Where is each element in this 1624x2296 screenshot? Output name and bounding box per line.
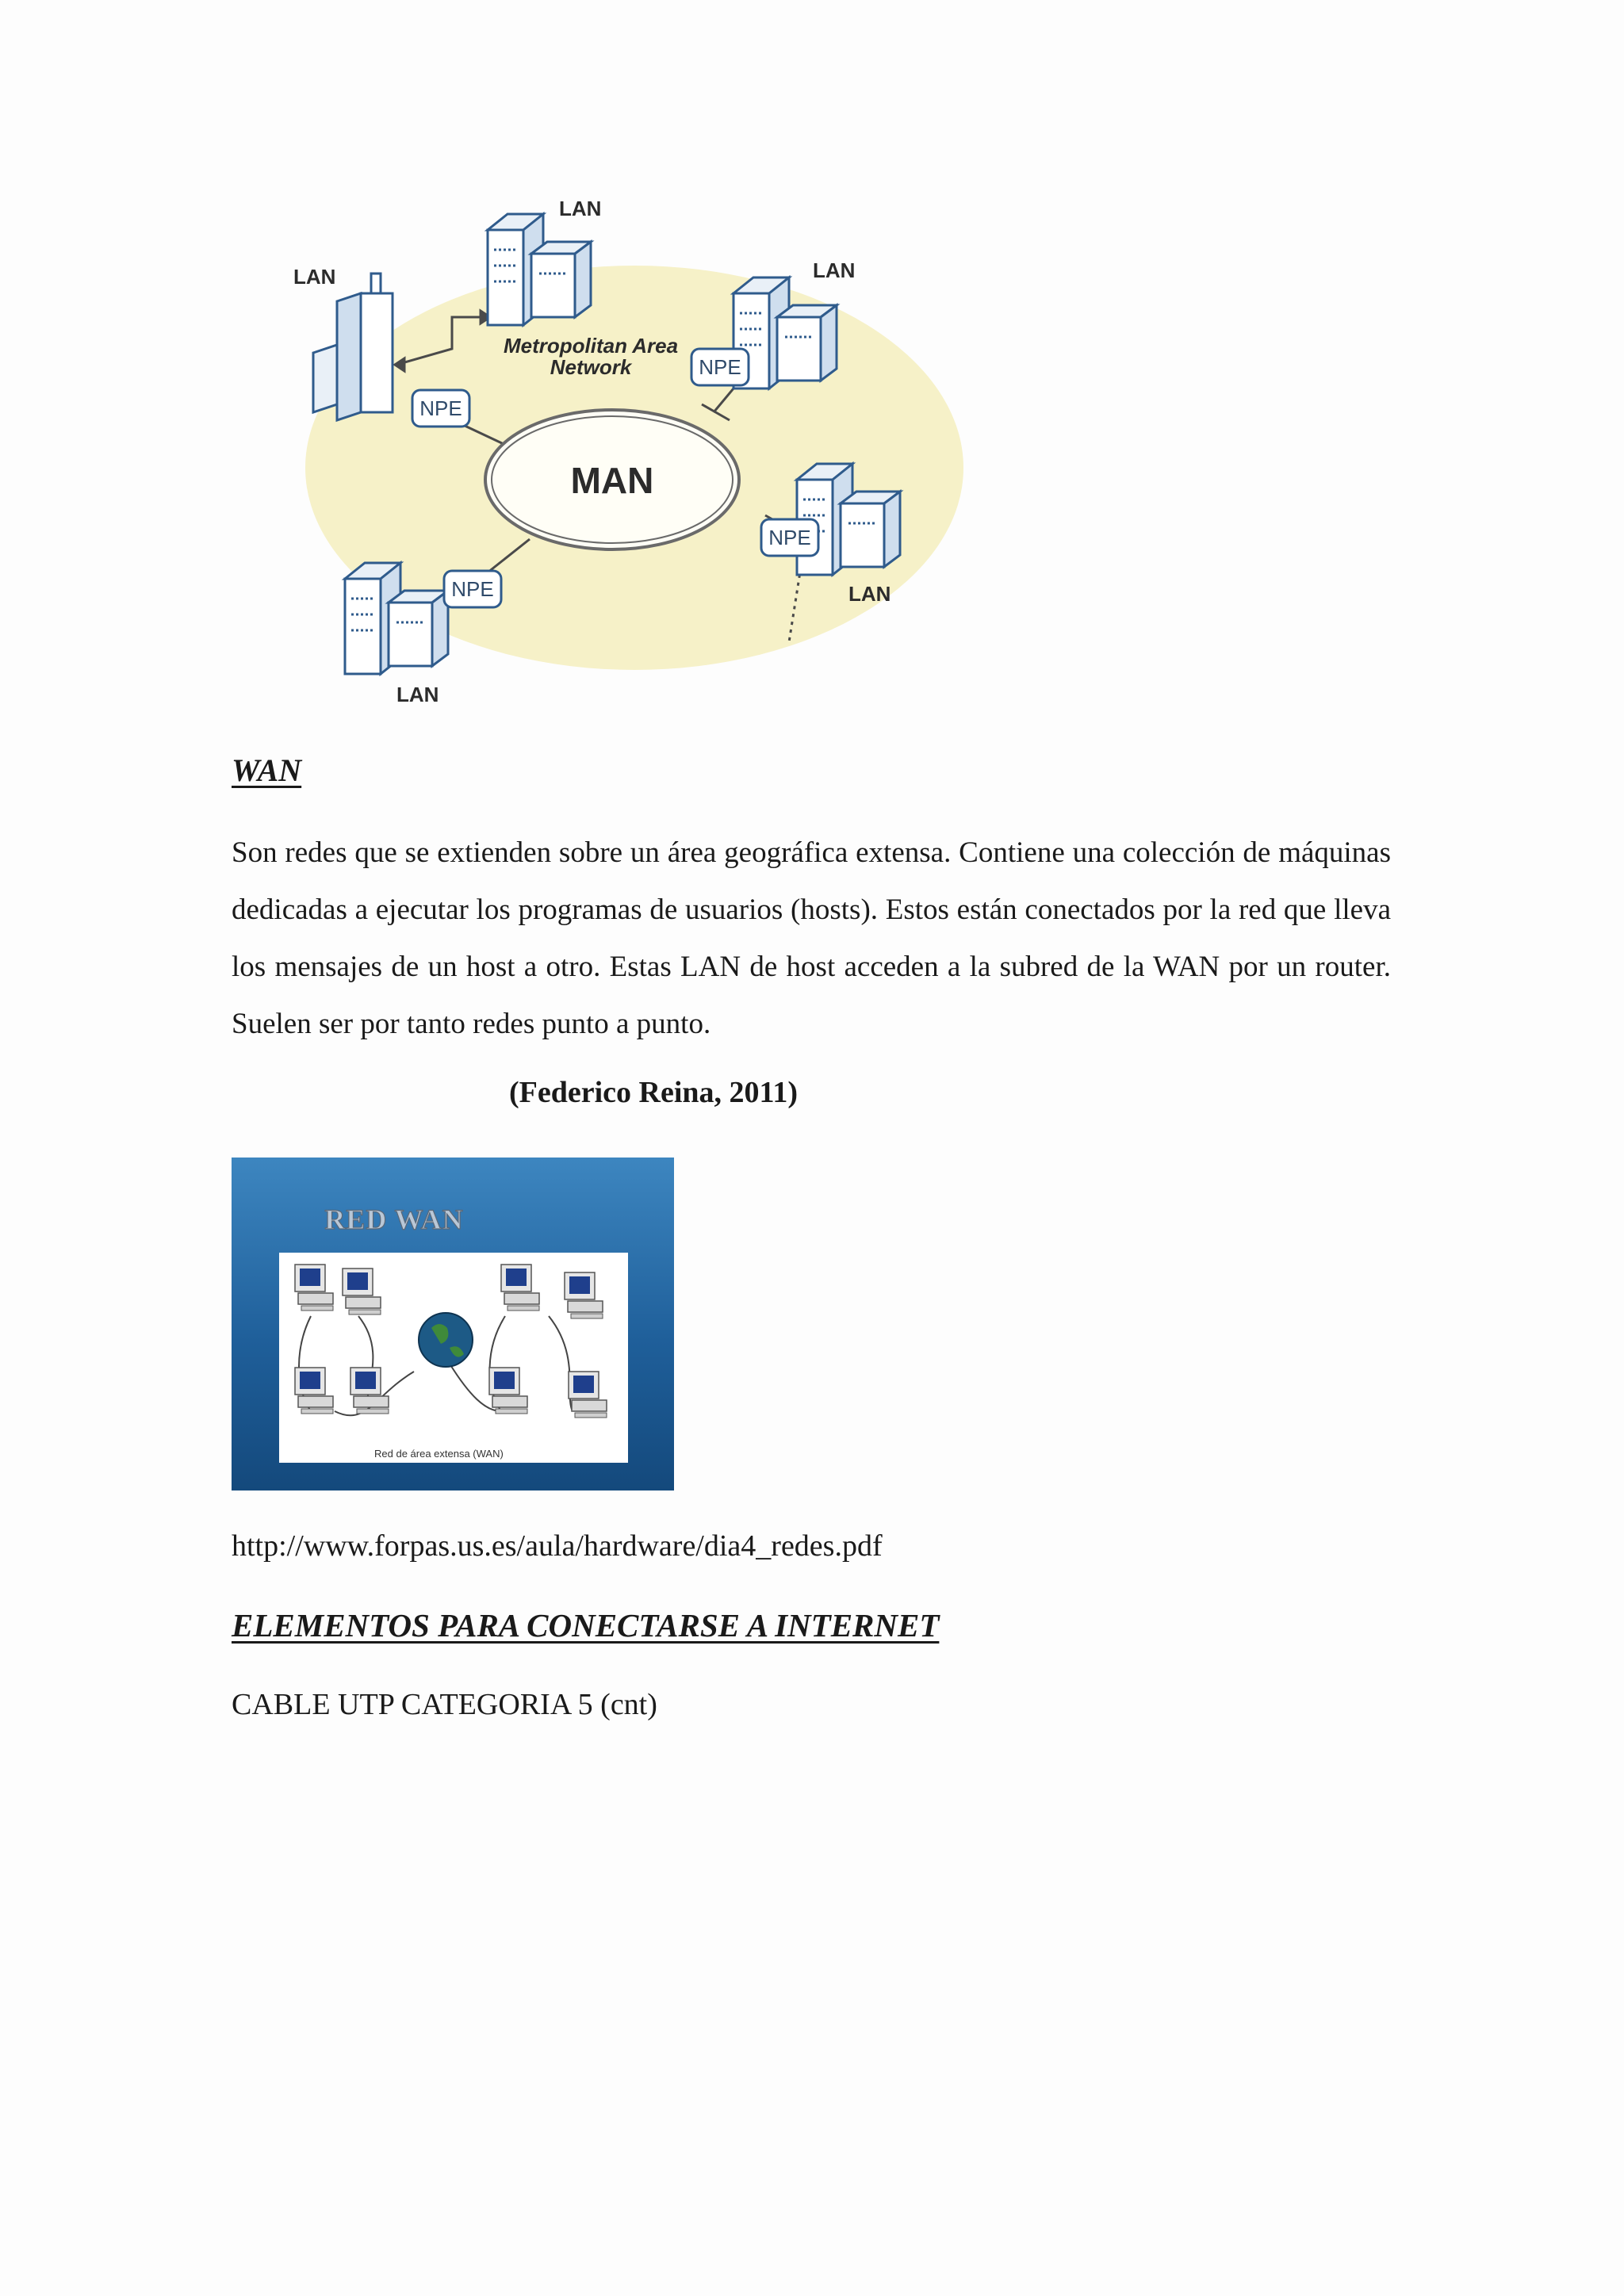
metro-area-label-2: Network xyxy=(550,355,632,379)
wan-image-caption: Red de área extensa (WAN) xyxy=(374,1448,504,1460)
server-icon xyxy=(488,214,591,325)
lan-label: LAN xyxy=(848,582,891,606)
wan-paragraph: Son redes que se extienden sobre un área geográfica extensa. Contiene una colección de máquinas dedicadas a ejecutar los programas de usuarios (hosts). Estos están conectados por la red que lleva los mensajes de un host a otro. Estas LAN de host acceden a la subred de la WAN por un router. Suelen ser por tanto redes punto a punto. xyxy=(232,836,1391,1040)
svg-text:NPE: NPE xyxy=(699,355,741,379)
wan-image xyxy=(232,1158,674,1490)
npe-box xyxy=(444,571,501,607)
svg-text:NPE: NPE xyxy=(768,526,811,549)
cable-utp-text: CABLE UTP CATEGORIA 5 (cnt) xyxy=(232,1688,657,1721)
lan-label: LAN xyxy=(396,683,439,706)
man-center-label: MAN xyxy=(570,460,654,501)
metro-area-label: Metropolitan Area xyxy=(503,334,679,358)
npe-box xyxy=(691,349,749,385)
wan-image-title: RED WAN xyxy=(324,1203,464,1235)
citation: (Federico Reina, 2011) xyxy=(509,1076,799,1109)
man-network-diagram xyxy=(285,182,983,721)
source-url: http://www.forpas.us.es/aula/hardware/dia4_redes.pdf xyxy=(232,1529,883,1563)
npe-box xyxy=(412,390,469,427)
wan-heading: WAN xyxy=(232,752,302,788)
lan-label: LAN xyxy=(293,265,336,289)
lan-label: LAN xyxy=(813,258,856,282)
svg-text:NPE: NPE xyxy=(419,396,462,420)
svg-text:NPE: NPE xyxy=(451,577,494,601)
building-icon xyxy=(313,274,393,420)
npe-box xyxy=(761,519,818,556)
elements-heading: ELEMENTOS PARA CONECTARSE A INTERNET xyxy=(232,1607,940,1644)
lan-label: LAN xyxy=(559,197,602,220)
